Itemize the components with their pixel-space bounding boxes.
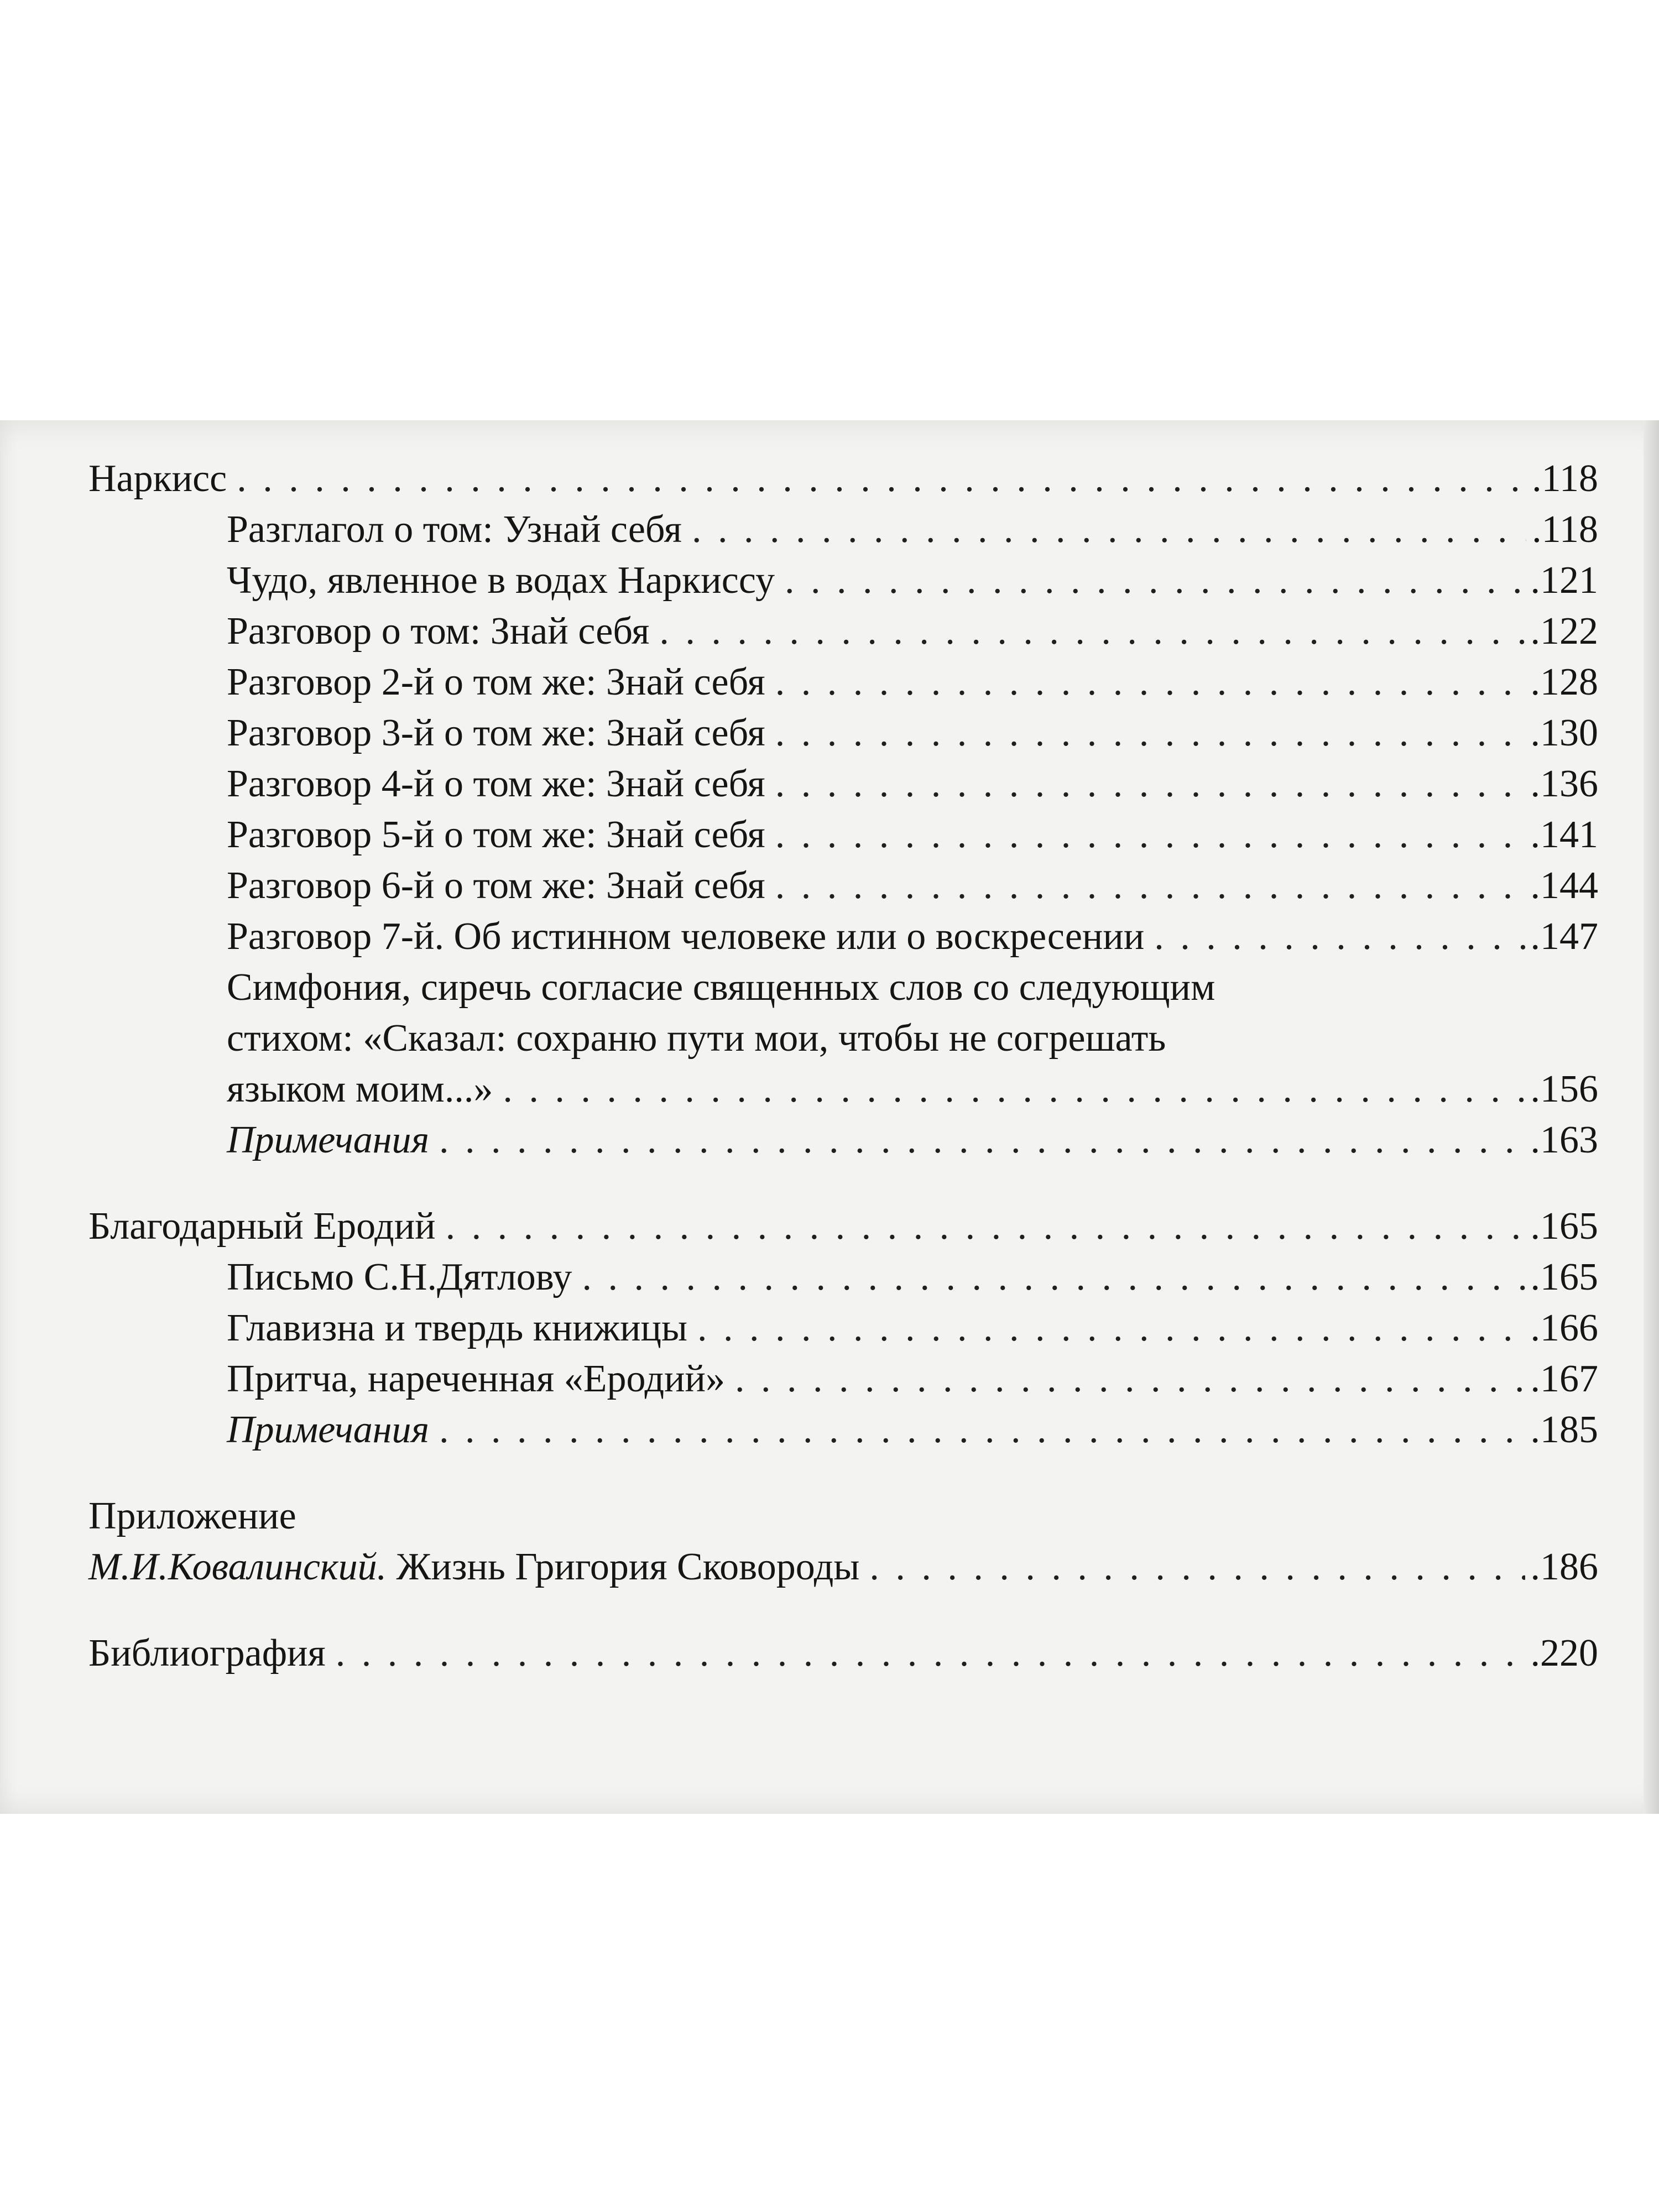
toc-entry-work: Жизнь Григория Сковороды [387,1546,860,1588]
toc-subentry[interactable] [88,1252,1598,1303]
toc-entry-title: Приложение [88,1495,296,1537]
dot-leader [439,1115,1525,1166]
section-gap [88,1593,1598,1628]
toc-subentry[interactable] [88,606,1598,657]
page-edge [1644,420,1659,1814]
toc-entry-author: М.И.Ковалинский. [88,1546,387,1588]
toc-entry-title: Письмо С.Н.Дятлову [227,1256,572,1298]
toc-subentry-symphony[interactable] [88,1064,1598,1115]
toc-subentry-multiline-line[interactable] [88,962,1598,1013]
dot-leader [503,1064,1525,1115]
toc-entry-title-line: языком моим...» [227,1068,493,1110]
toc-page-number: .165 [1530,1205,1598,1248]
dot-leader [785,555,1525,606]
toc-subentry[interactable] [88,504,1598,555]
toc-entry-title [88,1542,859,1593]
toc-entry-title: Благодарный Еродий [88,1205,436,1248]
dot-leader [1154,911,1525,962]
dot-leader [775,657,1525,708]
toc-entry-title: Разговор 7-й. Об истинном человеке или о воскресении [227,915,1145,958]
toc-page-number: .156 [1530,1068,1598,1110]
dot-leader [697,1303,1525,1354]
toc-subentry[interactable] [88,555,1598,606]
toc-page-number: .144 [1530,864,1598,907]
toc-subentry-notes[interactable] [88,1405,1598,1455]
toc-page-number: .166 [1530,1307,1598,1349]
toc-entry-title: Чудо, явленное в водах Наркиссу [227,559,775,602]
dot-leader [775,860,1525,911]
toc-entry-title: Примечания [227,1119,430,1161]
toc-entry-title-line: стихом: «Сказал: сохраню пути мои, чтобы не согрешать [227,1017,1166,1060]
dot-leader [446,1201,1525,1252]
toc-subentry-notes[interactable] [88,1115,1598,1166]
toc-subentry[interactable] [88,759,1598,810]
toc-entry-bibliography[interactable] [88,1628,1598,1679]
dot-leader [659,606,1525,657]
dot-leader [775,759,1525,810]
toc-page-number: .122 [1530,610,1598,653]
toc-entry-title: Примечания [227,1408,430,1451]
toc-subentry[interactable] [88,810,1598,860]
toc-subentry-multiline-line[interactable] [88,1013,1598,1064]
toc-page-number: .163 [1530,1119,1598,1161]
toc-entry-title: Библиография [88,1632,326,1674]
dot-leader [869,1542,1525,1593]
dot-leader [439,1405,1525,1455]
toc-entry-erodiy[interactable] [88,1201,1598,1252]
dot-leader [692,504,1526,555]
dot-leader [775,708,1525,759]
toc-page-number: .128 [1530,661,1598,703]
toc-entry-title: Разговор 2-й о том же: Знай себя [227,661,765,703]
section-gap [88,1166,1598,1201]
toc-entry-narkiss[interactable] [88,453,1598,504]
toc-entry-title: Разговор 6-й о том же: Знай себя [227,864,765,907]
toc-page-number: .130 [1530,712,1598,754]
toc-page-number: .147 [1530,915,1598,958]
toc-entry-title: Разглагол о том: Узнай себя [227,508,682,551]
toc-subentry[interactable] [88,657,1598,708]
section-gap [88,1455,1598,1491]
toc-page-number: .186 [1530,1546,1598,1588]
toc-page-number: .121 [1530,559,1598,602]
table-of-contents [88,453,1598,1679]
toc-subentry[interactable] [88,911,1598,962]
toc-page-number: .165 [1530,1256,1598,1298]
toc-entry-appendix[interactable] [88,1542,1598,1593]
dot-leader [775,810,1525,860]
toc-subentry[interactable] [88,860,1598,911]
toc-entry-title: Главизна и твердь книжицы [227,1307,688,1349]
toc-entry-title-line: Симфония, сиречь согласие священных слов со следующим [227,966,1215,1009]
toc-entry-appendix-heading[interactable] [88,1491,1598,1542]
toc-entry-title: Наркисс [88,457,227,500]
toc-subentry[interactable] [88,708,1598,759]
dot-leader [582,1252,1525,1303]
toc-entry-title: Разговор 5-й о том же: Знай себя [227,813,765,856]
toc-page-number: .141 [1530,813,1598,856]
toc-entry-title: Разговор 3-й о том же: Знай себя [227,712,765,754]
toc-entry-title: Разговор 4-й о том же: Знай себя [227,763,765,805]
toc-entry-title: Разговор о том: Знай себя [227,610,650,653]
toc-subentry[interactable] [88,1303,1598,1354]
dot-leader [735,1354,1525,1405]
toc-page-number: .185 [1530,1408,1598,1451]
toc-page-number: .118 [1532,508,1598,551]
toc-page-number: .167 [1530,1358,1598,1400]
toc-entry-title: Притча, нареченная «Еродий» [227,1358,725,1400]
toc-page-number: .118 [1532,457,1598,500]
dot-leader [336,1628,1525,1679]
toc-page-number: .220 [1530,1632,1598,1674]
dot-leader [237,453,1526,504]
toc-page-number: .136 [1530,763,1598,805]
toc-subentry[interactable] [88,1354,1598,1405]
